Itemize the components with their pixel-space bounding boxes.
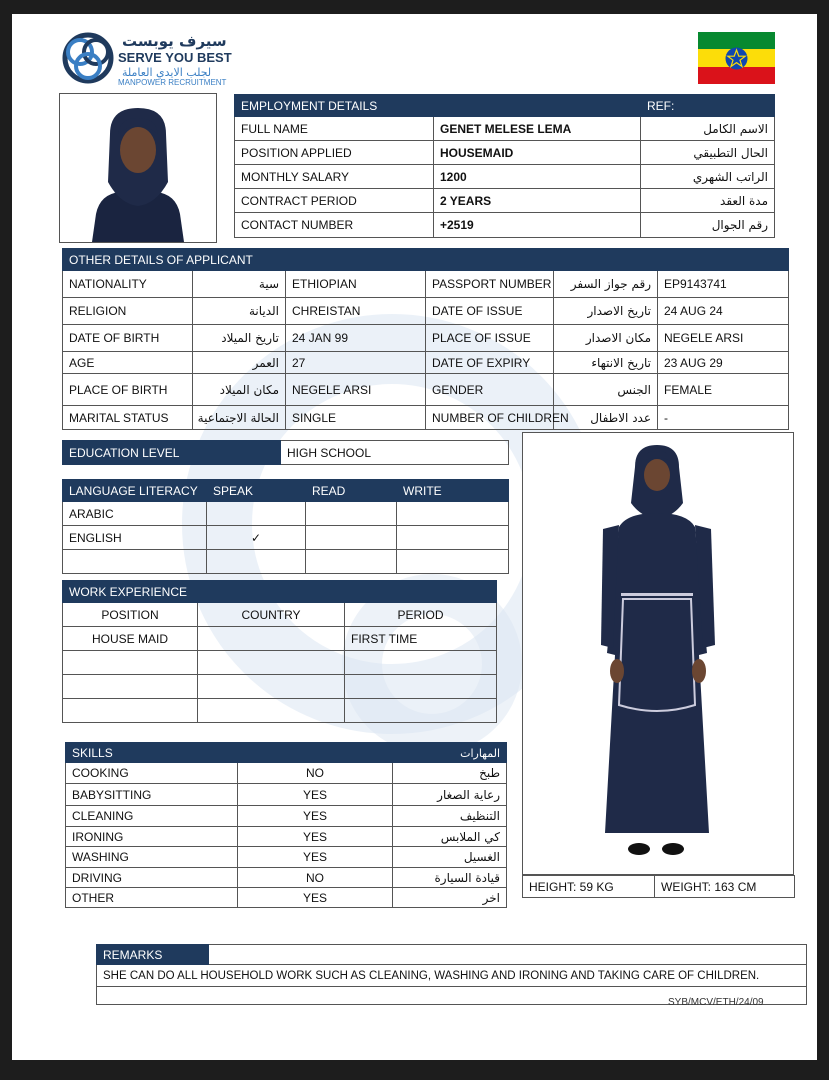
monthly-salary-label: MONTHLY SALARY [235,165,434,189]
other-details-header-blank [426,249,789,271]
date-of-birth-label: DATE OF BIRTH [63,325,193,352]
arabic-read-cell [306,502,397,526]
remarks-header-blank [209,945,807,965]
place-of-issue-label-ar: مكان الاصدار [554,325,658,352]
empty-cell [345,651,497,675]
skills-header: SKILLS [66,743,238,763]
empty-cell [63,651,198,675]
passport-number-value: EP9143741 [658,271,789,298]
age-label: AGE [63,352,193,374]
skill-washing-value: YES [238,847,393,868]
date-of-birth-value: 24 JAN 99 [286,325,426,352]
full-name-label: FULL NAME [235,117,434,141]
skill-other-value: YES [238,888,393,908]
work-country-value [198,627,345,651]
work-position-value: HOUSE MAID [63,627,198,651]
logo-knot-icon [62,32,114,84]
empty-cell [207,550,306,574]
date-of-issue-value: 24 AUG 24 [658,298,789,325]
number-of-children-label-ar: عدد الاطفال [554,406,658,430]
empty-cell [397,550,509,574]
country-column-header: COUNTRY [198,603,345,627]
english-read-cell [306,526,397,550]
skill-other-label-ar: اخر [393,888,507,908]
marital-status-value: SINGLE [286,406,426,430]
passport-number-label: PASSPORT NUMBER [426,271,554,298]
place-of-birth-label: PLACE OF BIRTH [63,374,193,406]
skill-driving-label-ar: قيادة السيارة [393,868,507,888]
skill-babysitting-label-ar: رعاية الصغار [393,784,507,806]
religion-label-ar: الديانة [193,298,286,325]
skill-ironing-label: IRONING [66,827,238,847]
education-level-label: EDUCATION LEVEL [63,441,281,465]
work-period-value: FIRST TIME [345,627,497,651]
contact-number-label-ar: رقم الجوال [641,213,775,238]
skill-ironing-label-ar: كي الملابس [393,827,507,847]
number-of-children-value: - [658,406,789,430]
skill-driving-label: DRIVING [66,868,238,888]
language-literacy-table [62,479,509,574]
date-of-birth-label-ar: تاريخ الميلاد [193,325,286,352]
contact-number-label: CONTACT NUMBER [235,213,434,238]
skill-cleaning-label-ar: التنظيف [393,806,507,827]
nationality-value: ETHIOPIAN [286,271,426,298]
gender-label-ar: الجنس [554,374,658,406]
nationality-label: NATIONALITY [63,271,193,298]
empty-cell [63,675,198,699]
skill-cooking-label-ar: طبخ [393,763,507,784]
remarks-table [96,944,807,1005]
religion-value: CHREISTAN [286,298,426,325]
contact-number-value: +2519 [434,213,641,238]
number-of-children-label: NUMBER OF CHILDREN [426,406,554,430]
age-value: 27 [286,352,426,374]
employment-details-table [234,94,775,238]
logo-tagline: MANPOWER RECRUITMENT [118,78,227,87]
empty-cell [345,675,497,699]
skill-ironing-value: YES [238,827,393,847]
contract-period-label-ar: مدة العقد [641,189,775,213]
other-details-header: OTHER DETAILS OF APPLICANT [63,249,426,271]
place-of-issue-label: PLACE OF ISSUE [426,325,554,352]
passport-number-label-ar: رقم جواز السفر [554,271,658,298]
applicant-headshot [59,93,217,243]
logo-arabic-name: سيرف يوبست [122,32,227,50]
nationality-label-ar: سية [193,271,286,298]
remarks-header: REMARKS [97,945,209,965]
age-label-ar: العمر [193,352,286,374]
place-of-birth-value: NEGELE ARSI [286,374,426,406]
period-column-header: PERIOD [345,603,497,627]
full-name-label-ar: الاسم الكامل [641,117,775,141]
employment-details-header: EMPLOYMENT DETAILS [235,95,641,117]
height-value: HEIGHT: 59 KG [523,876,655,898]
skill-cleaning-label: CLEANING [66,806,238,827]
skill-driving-value: NO [238,868,393,888]
logo-english-name: SERVE YOU BEST [118,50,232,65]
place-of-birth-label-ar: مكان الميلاد [193,374,286,406]
contract-period-value: 2 YEARS [434,189,641,213]
position-applied-label: POSITION APPLIED [235,141,434,165]
empty-cell [306,550,397,574]
language-english-label: ENGLISH [63,526,207,550]
date-of-expiry-label: DATE OF EXPIRY [426,352,554,374]
skill-cooking-label: COOKING [66,763,238,784]
language-arabic-label: ARABIC [63,502,207,526]
skills-table [65,742,507,908]
english-speak-checkmark: ✓ [207,526,306,550]
work-experience-header-blank [345,581,497,603]
company-logo [62,32,262,92]
speak-header: SPEAK [207,480,306,502]
contract-period-label: CONTRACT PERIOD [235,189,434,213]
skill-washing-label: WASHING [66,847,238,868]
read-header: READ [306,480,397,502]
date-of-issue-label: DATE OF ISSUE [426,298,554,325]
arabic-write-cell [397,502,509,526]
work-experience-header: WORK EXPERIENCE [63,581,345,603]
work-experience-table [62,580,497,723]
date-of-expiry-value: 23 AUG 29 [658,352,789,374]
gender-label: GENDER [426,374,554,406]
position-column-header: POSITION [63,603,198,627]
empty-cell [63,699,198,723]
measurements-table [522,875,795,898]
remarks-text: SHE CAN DO ALL HOUSEHOLD WORK SUCH AS CLEANING, WASHING AND IRONING AND TAKING CARE OF CHILDREN. [97,965,807,987]
arabic-speak-cell [207,502,306,526]
empty-cell [63,550,207,574]
date-of-issue-label-ar: تاريخ الاصدار [554,298,658,325]
skill-cleaning-value: YES [238,806,393,827]
weight-value: WEIGHT: 163 CM [655,876,795,898]
skills-header-ar-cell [238,743,507,763]
religion-label: RELIGION [63,298,193,325]
other-details-table [62,248,789,430]
skills-header-ar: المهارات [460,746,501,760]
skill-cooking-value: NO [238,763,393,784]
english-write-cell [397,526,509,550]
date-of-expiry-label-ar: تاريخ الانتهاء [554,352,658,374]
footer-reference-code: SYB/MCV/ETH/24/09 [668,997,764,1008]
ethiopia-flag-icon [698,32,775,84]
full-name-value: GENET MELESE LEMA [434,117,641,141]
skill-babysitting-value: YES [238,784,393,806]
skill-babysitting-label: BABYSITTING [66,784,238,806]
marital-status-label-ar: الحالة الاجتماعية [193,406,286,430]
write-header: WRITE [397,480,509,502]
place-of-issue-value: NEGELE ARSI [658,325,789,352]
logo-arabic-tagline: لجلب الايدي العاملة [122,66,212,79]
marital-status-label: MARITAL STATUS [63,406,193,430]
language-literacy-header: LANGUAGE LITERACY [63,480,207,502]
education-level-value: HIGH SCHOOL [281,441,509,465]
monthly-salary-label-ar: الراتب الشهري [641,165,775,189]
cv-page [12,14,817,1060]
gender-value: FEMALE [658,374,789,406]
position-applied-value: HOUSEMAID [434,141,641,165]
education-table [62,440,509,465]
empty-cell [198,675,345,699]
empty-cell [198,651,345,675]
monthly-salary-value: 1200 [434,165,641,189]
position-applied-label-ar: الحال التطبيقي [641,141,775,165]
skill-other-label: OTHER [66,888,238,908]
applicant-full-body-photo [522,432,794,875]
empty-cell [345,699,497,723]
empty-cell [198,699,345,723]
skill-washing-label-ar: الغسيل [393,847,507,868]
ref-label: REF: [641,95,775,117]
